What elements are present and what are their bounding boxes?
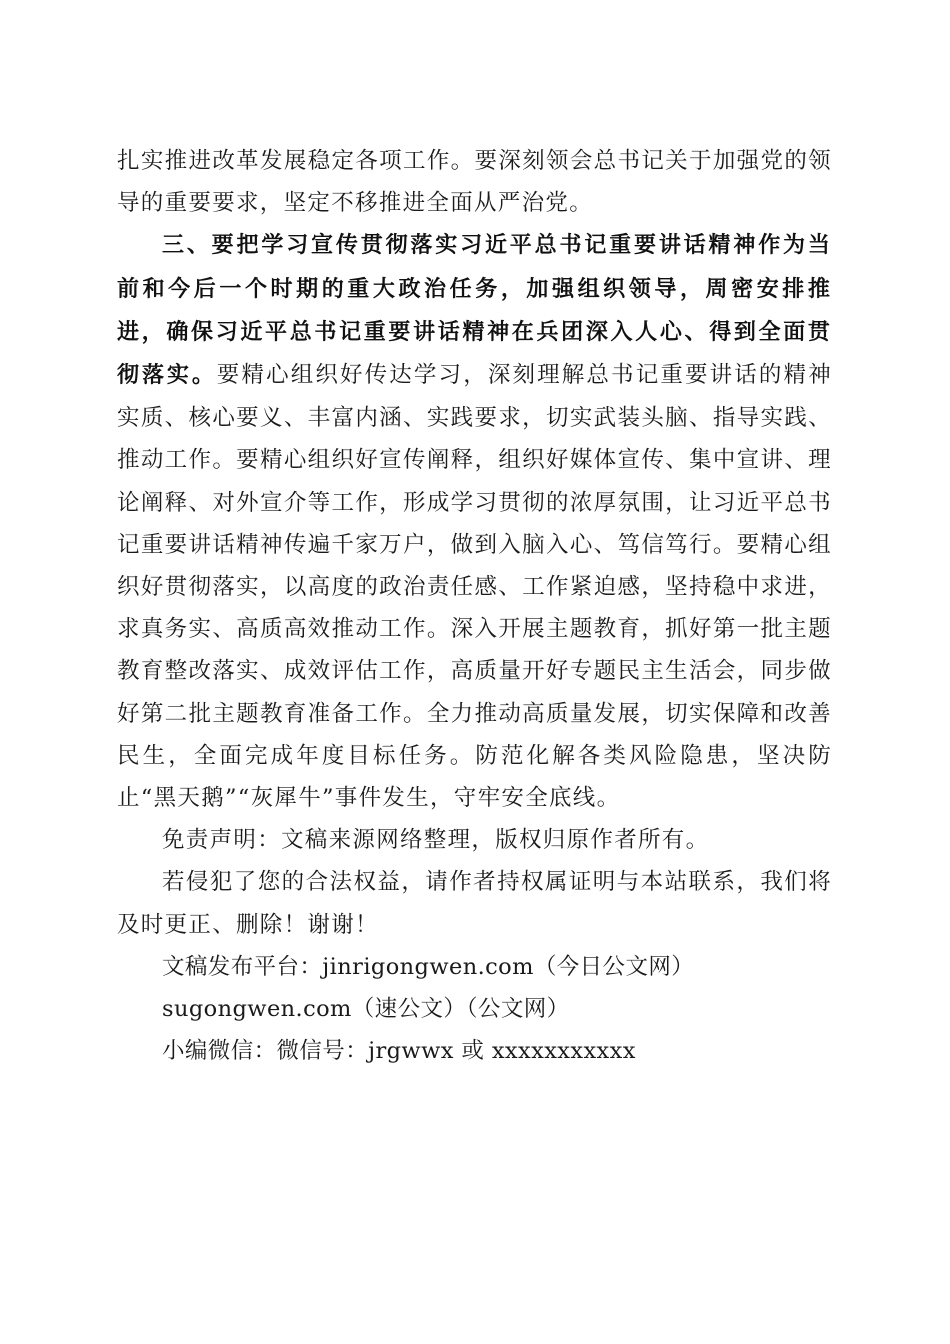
section-three-heading: 三、要把学习宣传贯彻落实习近平总书记重要讲话精神作为当前和今后一个时期的重大政治任务，加强组织领导，周密安排推进，确保习近平总书记重要讲话精神在兵团深入人心、得到全面贯彻落实。 — [117, 233, 832, 389]
document-body — [117, 140, 832, 1072]
second-site-line: sugongwen.com（速公文）（公文网） — [162, 996, 570, 1023]
section-three-paragraph — [117, 224, 832, 819]
continuation-paragraph: 扎实推进改革发展稳定各项工作。要深刻领会总书记关于加强党的领导的重要要求，坚定不移推进全面从严治党。 — [117, 148, 832, 217]
disclaimer-contact-line: 若侵犯了您的合法权益，请作者持权属证明与本站联系，我们将及时更正、删除！谢谢！ — [117, 869, 832, 938]
disclaimer-line: 免责声明：文稿来源网络整理，版权归原作者所有。 — [162, 827, 710, 854]
wechat-line: 小编微信：微信号：jrgwwx 或 xxxxxxxxxxx — [162, 1038, 636, 1065]
publish-platform-line: 文稿发布平台：jinrigongwen.com（今日公文网） — [162, 953, 695, 980]
section-three-body: 要精心组织好传达学习，深刻理解总书记重要讲话的精神实质、核心要义、丰富内涵、实践要求，切实武装头脑、指导实践、推动工作。要精心组织好宣传阐释，组织好媒体宣传、集中宣讲、理论阐释、对外宣介等工作，形成学习贯彻的浓厚氛围，让习近平总书记重要讲话精神传遍千家万户，做到入脑入心、笃信笃行。要精心组织好贯彻落实，以高度的政治责任感、工作紧迫感，坚持稳中求进，求真务实、高质高效推动工作。深入开展主题教育，抓好第一批主题教育整改落实、成效评估工作，高质量开好专题民主生活会，同步做好第二批主题教育准备工作。全力推动高质量发展，切实保障和改善民生，全面完成年度目标任务。防范化解各类风险隐患，坚决防止“黑天鹅”“灰犀牛”事件发生，守牢安全底线。 — [117, 362, 832, 812]
